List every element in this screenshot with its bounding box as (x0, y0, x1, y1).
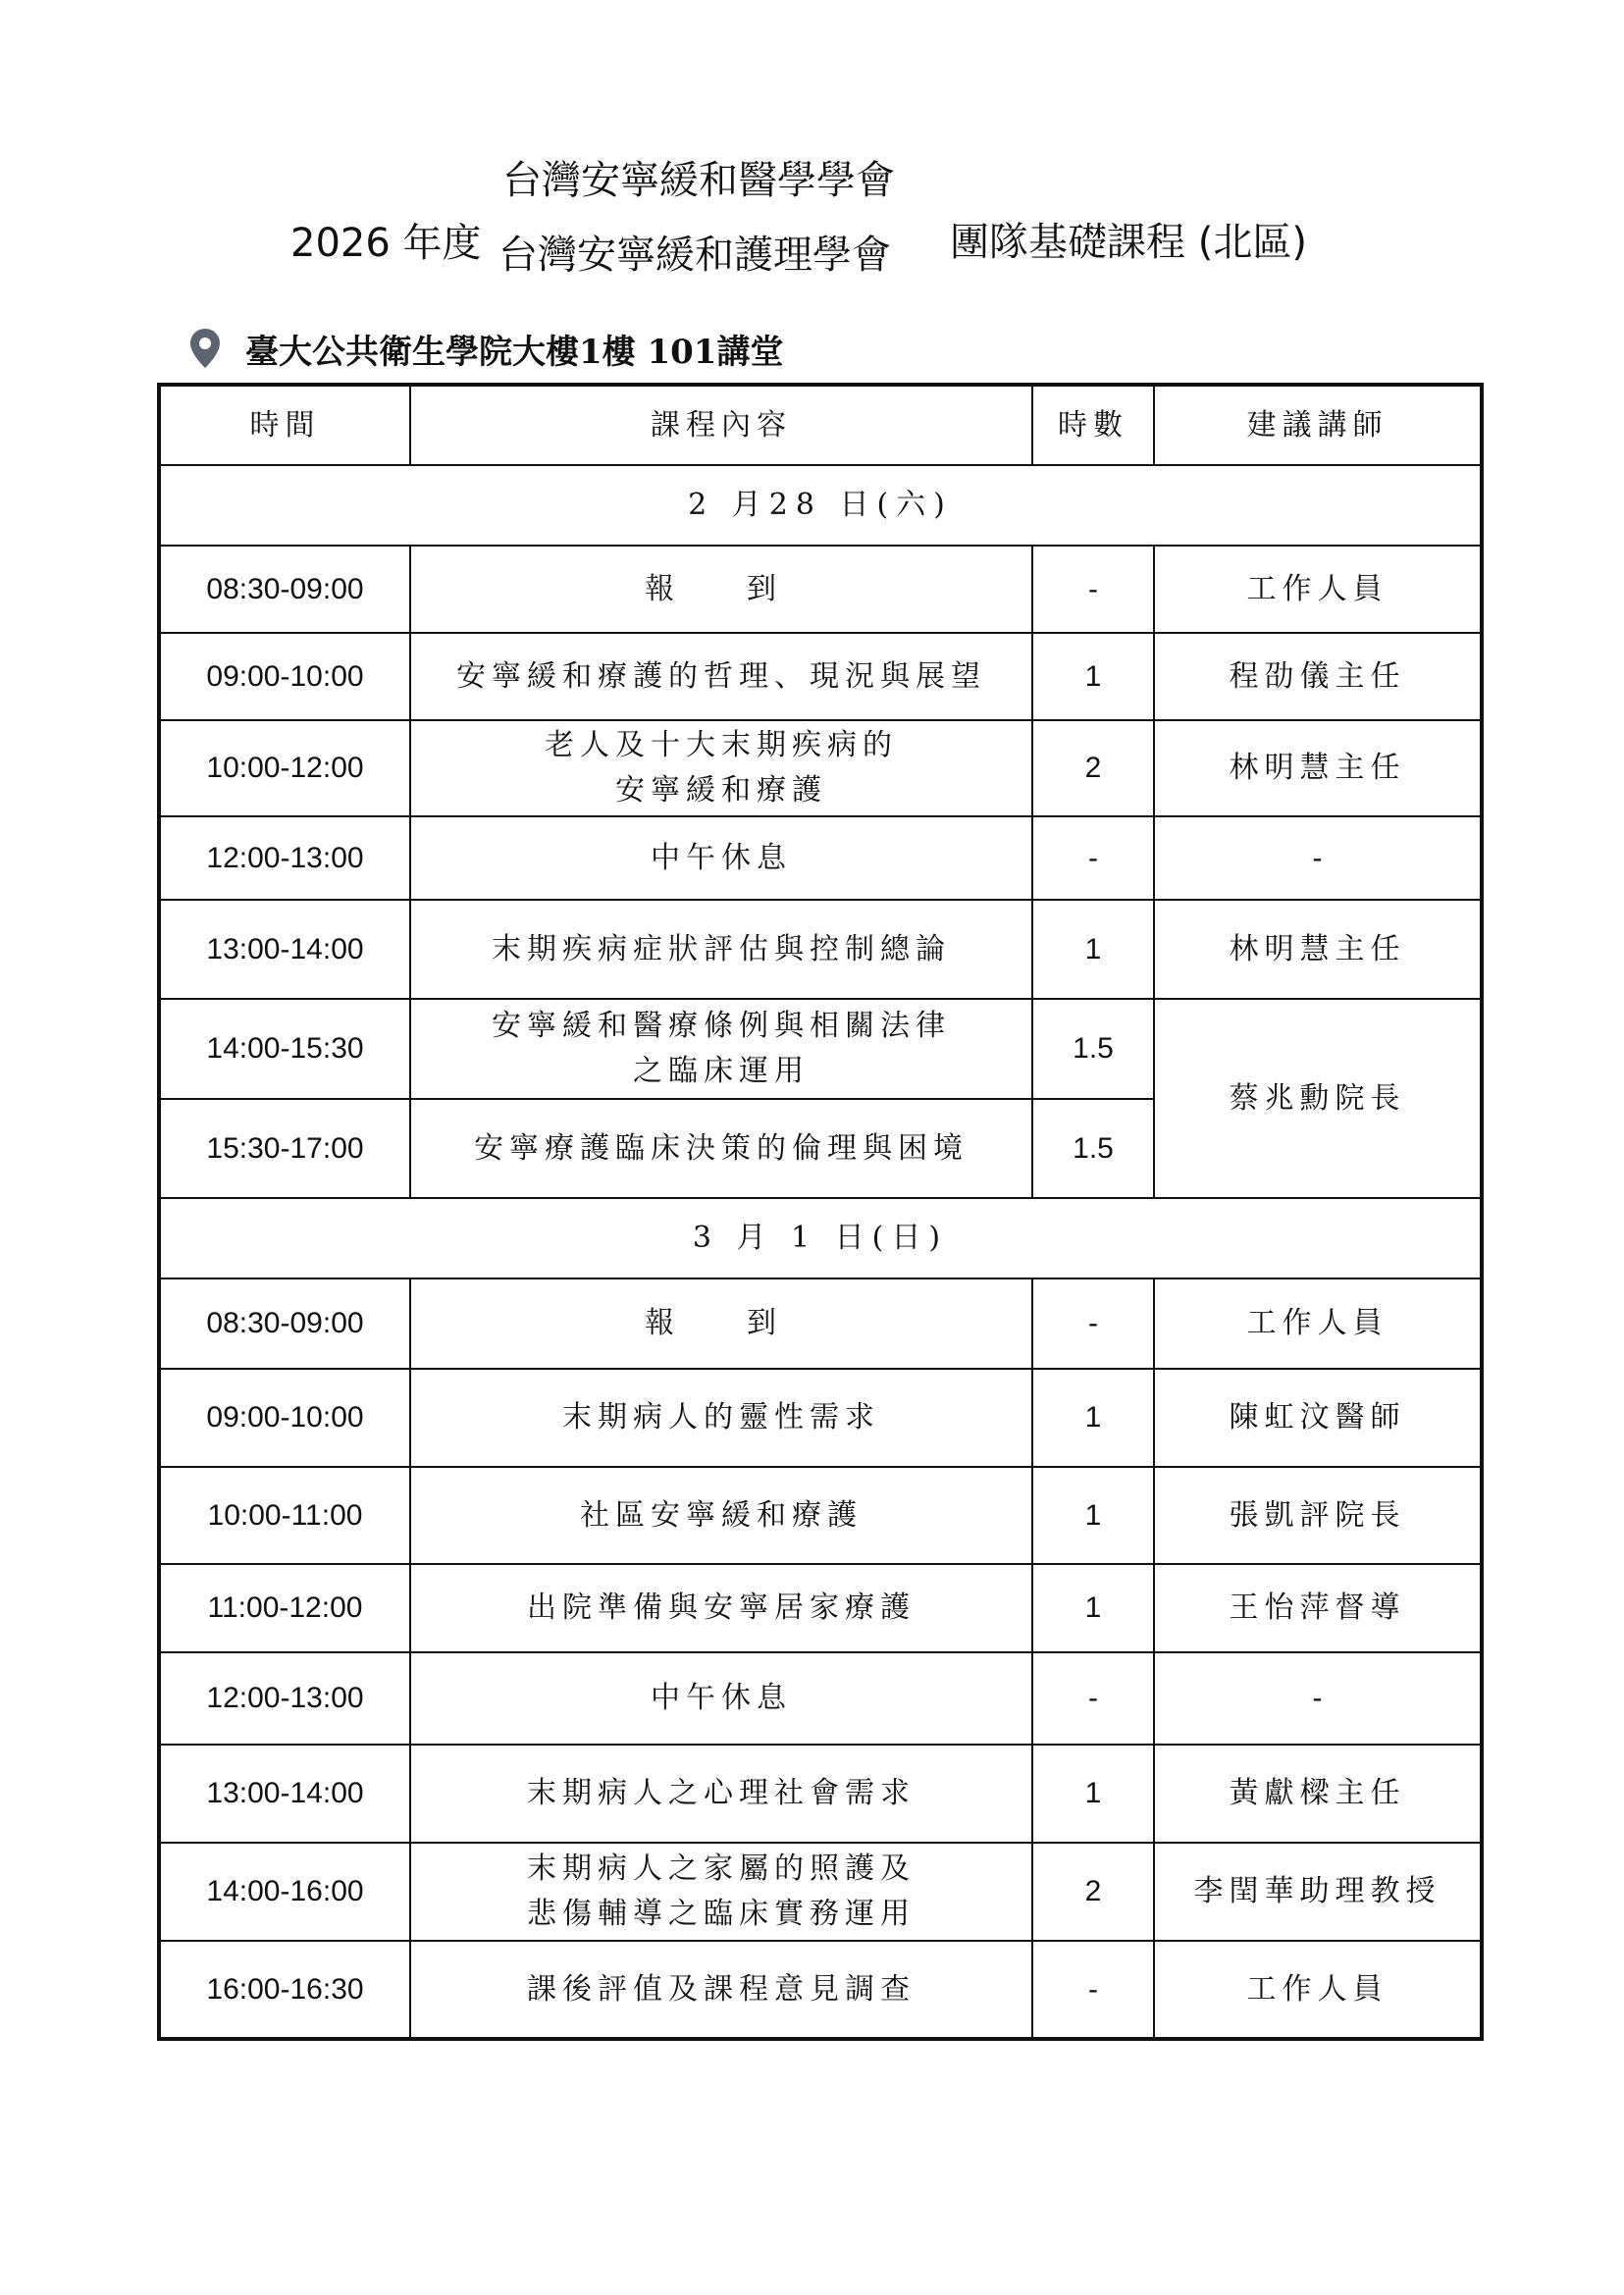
content-cell (410, 999, 1032, 1099)
table-row (159, 1843, 1482, 1941)
speaker-cell: 林明慧主任 (1154, 720, 1482, 816)
content-cell: 報 到 (410, 1278, 1032, 1369)
speaker-cell: 工作人員 (1154, 546, 1482, 633)
hours-cell: 1 (1032, 900, 1154, 999)
table-row (159, 1745, 1482, 1843)
table-row (159, 1369, 1482, 1467)
speaker-cell: 工作人員 (1154, 1941, 1482, 2039)
date-row-day2 (159, 1198, 1482, 1278)
content-cell: 安寧療護臨床決策的倫理與困境 (410, 1099, 1032, 1198)
page-title (0, 0, 1624, 294)
content-cell (410, 720, 1032, 816)
content-line-2: 安寧緩和療護 (615, 773, 827, 808)
content-cell: 末期病人之心理社會需求 (410, 1745, 1032, 1843)
content-cell: 中午休息 (410, 1652, 1032, 1745)
content-line-1: 末期病人之家屬的照護及 (527, 1852, 916, 1886)
content-cell: 報 到 (410, 546, 1032, 633)
content-line-2: 之臨床運用 (633, 1054, 810, 1088)
time-cell: 13:00-14:00 (159, 900, 410, 999)
table-row (159, 546, 1482, 633)
time-cell: 09:00-10:00 (159, 633, 410, 720)
content-cell: 末期病人的靈性需求 (410, 1369, 1032, 1467)
speaker-cell: - (1154, 1652, 1482, 1745)
table-header-row (159, 385, 1482, 465)
hours-cell: 1 (1032, 1467, 1154, 1564)
content-line-2: 悲傷輔導之臨床實務運用 (527, 1897, 916, 1931)
time-cell: 10:00-12:00 (159, 720, 410, 816)
time-cell: 12:00-13:00 (159, 1652, 410, 1745)
content-cell: 出院準備與安寧居家療護 (410, 1564, 1032, 1652)
hours-cell: - (1032, 1652, 1154, 1745)
content-cell: 社區安寧緩和療護 (410, 1467, 1032, 1564)
speaker-cell: - (1154, 816, 1482, 900)
hours-cell: 2 (1032, 720, 1154, 816)
location-text: 臺大公共衛生學院大樓1樓 101講堂 (245, 332, 784, 372)
hours-cell: 1 (1032, 1745, 1154, 1843)
table-row (159, 1278, 1482, 1369)
time-cell: 08:30-09:00 (159, 546, 410, 633)
content-cell: 安寧緩和療護的哲理、現況與展望 (410, 633, 1032, 720)
time-cell: 16:00-16:30 (159, 1941, 410, 2039)
time-cell: 09:00-10:00 (159, 1369, 410, 1467)
speaker-cell: 林明慧主任 (1154, 900, 1482, 999)
hours-cell: 1.5 (1032, 1099, 1154, 1198)
time-cell: 14:00-16:00 (159, 1843, 410, 1941)
title-course: 團隊基礎課程 (北區) (950, 220, 1307, 265)
speaker-cell: 王怡萍督導 (1154, 1564, 1482, 1652)
hours-cell: - (1032, 1941, 1154, 2039)
table-row (159, 1467, 1482, 1564)
table-row (159, 816, 1482, 900)
schedule-table (157, 383, 1484, 2041)
speaker-cell: 張凱評院長 (1154, 1467, 1482, 1564)
content-cell: 末期疾病症狀評估與控制總論 (410, 900, 1032, 999)
hours-cell: - (1032, 816, 1154, 900)
speaker-cell: 蔡兆勳院長 (1154, 999, 1482, 1198)
title-org-2: 台灣安寧緩和護理學會 (498, 233, 891, 278)
content-cell: 課後評值及課程意見調查 (410, 1941, 1032, 2039)
date-label: 2 月28 日(六) (159, 465, 1482, 546)
content-line-1: 安寧緩和醫療條例與相關法律 (492, 1009, 951, 1043)
header-time: 時間 (159, 385, 410, 465)
table-row (159, 720, 1482, 816)
table-row (159, 633, 1482, 720)
table-row (159, 900, 1482, 999)
table-row (159, 1652, 1482, 1745)
hours-cell: 1 (1032, 1369, 1154, 1467)
time-cell: 11:00-12:00 (159, 1564, 410, 1652)
title-year: 2026 年度 (290, 221, 482, 266)
content-cell (410, 1843, 1032, 1941)
hours-cell: - (1032, 546, 1154, 633)
speaker-cell: 陳虹汶醫師 (1154, 1369, 1482, 1467)
speaker-cell: 李閏華助理教授 (1154, 1843, 1482, 1941)
time-cell: 15:30-17:00 (159, 1099, 410, 1198)
header-hours: 時數 (1032, 385, 1154, 465)
location-line (188, 324, 783, 373)
location-pin-icon (188, 328, 222, 369)
hours-cell: 1 (1032, 1564, 1154, 1652)
hours-cell: 1 (1032, 633, 1154, 720)
speaker-cell: 黃獻樑主任 (1154, 1745, 1482, 1843)
time-cell: 08:30-09:00 (159, 1278, 410, 1369)
header-content: 課程內容 (410, 385, 1032, 465)
table-row (159, 1564, 1482, 1652)
header-speaker: 建議講師 (1154, 385, 1482, 465)
hours-cell: 2 (1032, 1843, 1154, 1941)
table-row (159, 1941, 1482, 2039)
hours-cell: 1.5 (1032, 999, 1154, 1099)
date-row-day1 (159, 465, 1482, 546)
speaker-cell: 程劭儀主任 (1154, 633, 1482, 720)
speaker-cell: 工作人員 (1154, 1278, 1482, 1369)
date-label: 3 月 1 日(日) (159, 1198, 1482, 1278)
title-org-1: 台灣安寧緩和醫學學會 (502, 158, 895, 203)
content-line-1: 老人及十大末期疾病的 (545, 728, 898, 762)
table-row (159, 999, 1482, 1099)
time-cell: 13:00-14:00 (159, 1745, 410, 1843)
time-cell: 14:00-15:30 (159, 999, 410, 1099)
hours-cell: - (1032, 1278, 1154, 1369)
content-cell: 中午休息 (410, 816, 1032, 900)
time-cell: 12:00-13:00 (159, 816, 410, 900)
time-cell: 10:00-11:00 (159, 1467, 410, 1564)
